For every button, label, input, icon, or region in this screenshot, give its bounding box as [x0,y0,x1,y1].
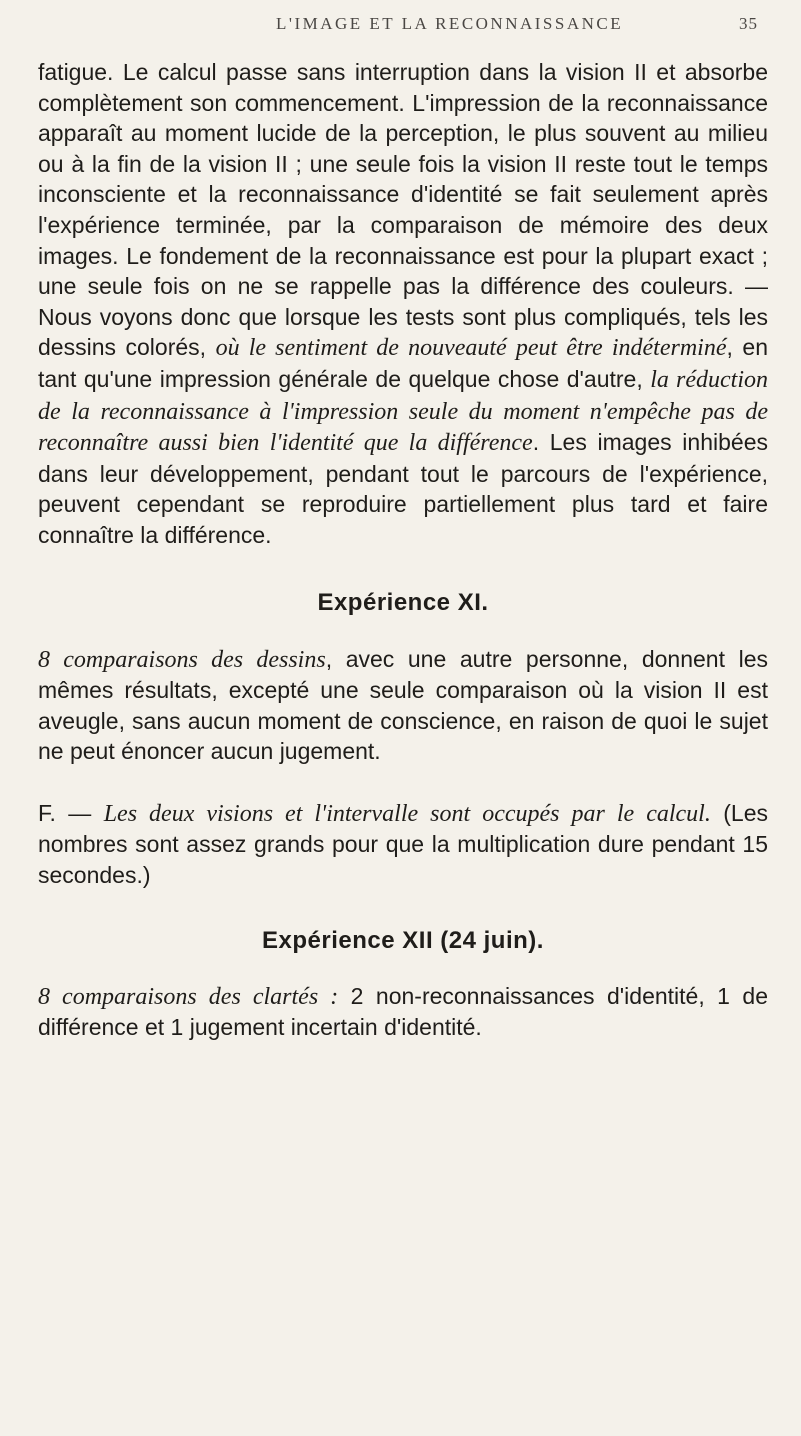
paragraph-text: fatigue. Le calcul passe sans interruption dans la vision II et absorbe complètement son commencement. L'impression de la reconnaissance apparaît au moment lucide de la perception, le plus souvent au milieu ou à la fin de la vision II ; une seule fois la vision II reste tout le temps inconsciente et la reconnaissance d'identité se fait seulement après l'expérience terminée, par la comparaison de mémoire des deux images. Le fondement de la reconnaissance est pour la plupart exact ; une seule fois on ne se rappelle pas la différence des couleurs. — Nous voyons donc que lorsque les tests sont plus compliqués, tels les dessins colorés, [38,59,768,361]
running-title: L'IMAGE ET LA RECONNAISSANCE [276,14,624,33]
paragraph-text: . Les images inhibées dans leur développement, pendant tout le parcours de l'expérience, peuvent cependant se reproduire partiellement plus tard et faire connaître la différence. [38,429,768,548]
italic-phrase: où le sentiment de nouveauté peut être indéterminé [215,335,727,362]
section-heading-experience-xii: Expérience XII (24 juin). [262,926,544,954]
paragraph-condition-f [38,798,768,891]
italic-phrase: 8 comparaisons des dessins [38,646,326,673]
paragraph-text: , avec une autre personne, donnent les mêmes résultats, excepté une seule comparaison où la vision II est aveugle, sans aucun moment de conscience, en raison de quoi le sujet ne peut énoncer aucun jugement. [38,645,768,765]
paragraph-text: , en tant qu'une impression générale de quelque chose d'autre, [38,334,768,392]
paragraph-text: F. — [38,799,104,826]
paragraph-fatigue [38,57,768,551]
page-number: 35 [739,14,758,33]
italic-phrase: 8 comparaisons des clartés : [38,983,339,1010]
paragraph-text: (Les nombres sont assez grands pour que la multiplication dure pendant 15 secondes.) [38,799,768,889]
running-head [276,14,776,44]
italic-phrase: la réduction de la reconnaissance à l'impression seule du moment n'empêche pas de reconnaître aussi bien l'identité que la différence [38,366,768,457]
italic-phrase: Les deux visions et l'intervalle sont occupés par le calcul. [103,800,711,827]
paragraph-experience-xii [38,981,768,1043]
body-text [38,57,768,1043]
section-heading-experience-xi: Expérience XI. [317,588,489,616]
paragraph-experience-xi [38,644,768,767]
paragraph-text: 2 non-reconnaissances d'identité, 1 de différence et 1 jugement incertain d'identité. [38,982,768,1041]
